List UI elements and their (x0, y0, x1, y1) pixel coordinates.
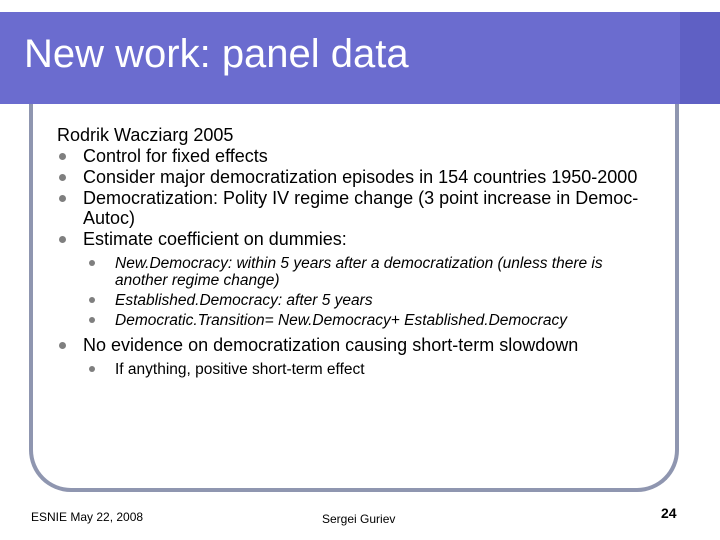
conclusion-list (57, 335, 657, 355)
dummies-sub-list (57, 255, 657, 329)
sub-bullet-item (57, 312, 657, 329)
bullet-text: Consider major democratization episodes in 154 countries 1950-2000 (83, 167, 638, 187)
bullet-dot-icon (89, 297, 95, 303)
footer-event: ESNIE May 22, 2008 (31, 510, 144, 524)
bullet-dot-icon (59, 153, 66, 160)
page-number: 24 (661, 505, 677, 521)
bullet-dot-icon (59, 236, 66, 243)
sub-bullet-item (57, 292, 657, 309)
bullet-dot-icon (89, 317, 95, 323)
sub-bullet-item (57, 361, 657, 378)
sub-bullet-text: If anything, positive short-term effect (115, 361, 365, 378)
slide-title: New work: panel data (24, 32, 409, 76)
bullet-text: Control for fixed effects (83, 146, 268, 166)
dummy-description: within 5 years after a democratization (unless there is another regime change) (115, 255, 603, 289)
bullet-item (57, 146, 657, 166)
dummy-term: Established.Democracy: (115, 292, 283, 309)
bullet-dot-icon (89, 366, 95, 372)
footer-author: Sergei Guriev (322, 512, 396, 526)
title-bar (0, 12, 720, 104)
dummy-description: after 5 years (282, 292, 373, 309)
dummy-term: New.Democracy: (115, 255, 233, 272)
bullet-item (57, 188, 657, 228)
bullet-dot-icon (59, 195, 66, 202)
bullet-item (57, 229, 657, 249)
sub-bullet-item (57, 255, 657, 289)
slide-content (57, 125, 657, 384)
bullet-dot-icon (89, 260, 95, 266)
slide-heading: Rodrik Wacziarg 2005 (57, 125, 234, 145)
bullet-dot-icon (59, 174, 66, 181)
bullet-item (57, 167, 657, 187)
conclusion-sub-list (57, 361, 657, 378)
bullet-item (57, 335, 657, 355)
bullet-text: No evidence on democratization causing short-term slowdown (83, 335, 579, 355)
main-bullet-list (57, 146, 657, 249)
dummy-term: Democratic.Transition= New.Democracy+ Established.Democracy (115, 312, 567, 329)
bullet-text: Democratization: Polity IV regime change (3 point increase in Democ-Autoc) (83, 188, 639, 228)
bullet-text: Estimate coefficient on dummies: (83, 229, 347, 249)
title-bar-notch (680, 12, 720, 104)
bullet-dot-icon (59, 342, 66, 349)
